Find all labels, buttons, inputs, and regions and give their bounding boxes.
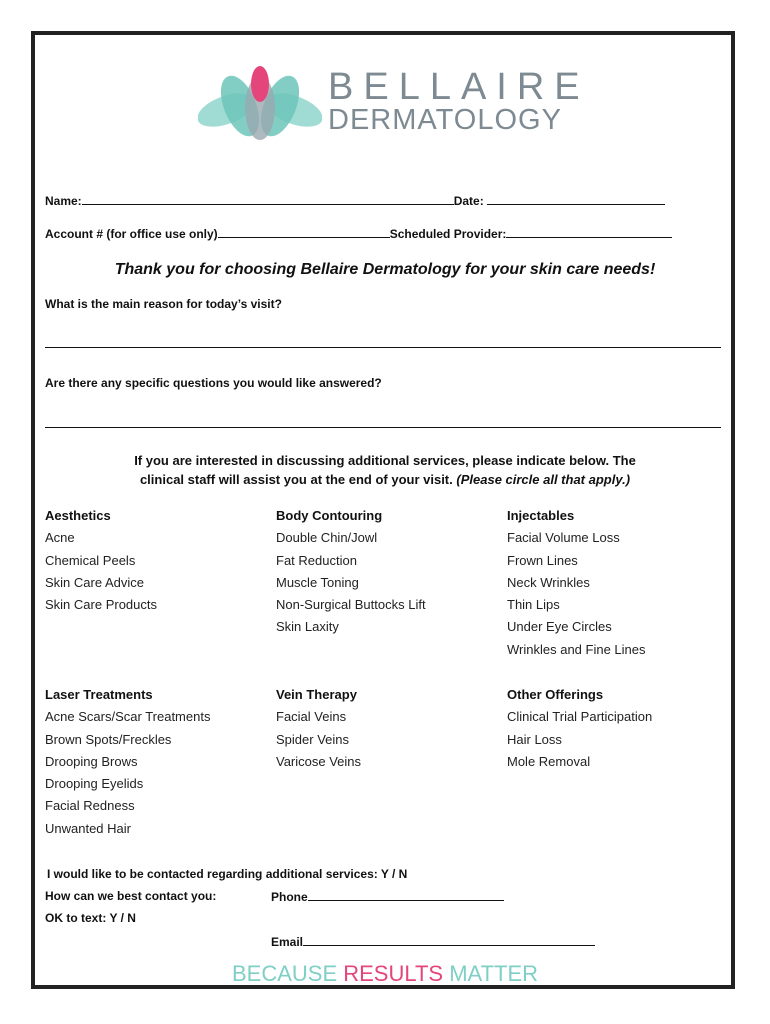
- tagline: [0, 961, 770, 987]
- service-item[interactable]: Clinical Trial Participation: [507, 709, 653, 725]
- injectables-column: [507, 505, 646, 661]
- instructions-line2-row: [0, 472, 770, 487]
- injectables-title: Injectables: [507, 508, 575, 523]
- body-contouring-column: [276, 505, 426, 639]
- provider-field[interactable]: [506, 226, 672, 238]
- aesthetics-title: Aesthetics: [45, 508, 111, 523]
- service-item[interactable]: Double Chin/Jowl: [276, 530, 378, 546]
- service-item[interactable]: Drooping Brows: [45, 753, 138, 769]
- service-item[interactable]: Mole Removal: [507, 753, 591, 769]
- service-item[interactable]: Hair Loss: [507, 731, 562, 747]
- instructions-line1: If you are interested in discussing additional services, please indicate below. The: [134, 453, 636, 468]
- other-title: Other Offerings: [507, 687, 604, 702]
- service-item[interactable]: Unwanted Hair: [45, 820, 131, 836]
- phone-field[interactable]: [308, 889, 504, 901]
- service-item[interactable]: Neck Wrinkles: [507, 574, 590, 590]
- other-column: [507, 684, 652, 773]
- service-item[interactable]: Spider Veins: [276, 731, 349, 747]
- laser-column: [45, 684, 210, 840]
- reason-question: What is the main reason for today’s visit?: [45, 297, 282, 311]
- service-item[interactable]: Brown Spots/Freckles: [45, 731, 172, 747]
- provider-label: Scheduled Provider:: [389, 227, 507, 241]
- service-item[interactable]: Under Eye Circles: [507, 619, 612, 635]
- phone-label: Phone: [271, 890, 308, 904]
- aesthetics-column: [45, 505, 157, 616]
- laser-title: Laser Treatments: [45, 687, 153, 702]
- service-item[interactable]: Thin Lips: [507, 597, 560, 613]
- service-item[interactable]: Skin Care Products: [45, 597, 157, 613]
- ok-text-label: OK to text: Y / N: [45, 911, 136, 925]
- phone-row: [271, 889, 504, 904]
- email-field[interactable]: [303, 934, 595, 946]
- best-contact-label: How can we best contact you:: [45, 889, 217, 903]
- body-contouring-title: Body Contouring: [276, 508, 383, 523]
- account-label: Account # (for office use only): [45, 227, 218, 241]
- service-item[interactable]: Fat Reduction: [276, 552, 357, 568]
- name-date-row: [45, 193, 665, 208]
- email-label: Email: [271, 935, 304, 949]
- email-row: [271, 934, 595, 949]
- service-item[interactable]: Drooping Eyelids: [45, 776, 144, 792]
- instructions-note: (Please circle all that apply.): [456, 472, 631, 487]
- service-item[interactable]: Acne Scars/Scar Treatments: [45, 709, 211, 725]
- name-field[interactable]: [82, 193, 454, 205]
- tagline-part2: RESULTS: [343, 961, 444, 986]
- account-provider-row: [45, 226, 672, 241]
- specific-question: Are there any specific questions you would like answered?: [45, 376, 382, 390]
- contact-question: I would like to be contacted regarding additional services: Y / N: [47, 867, 408, 881]
- service-item[interactable]: Facial Veins: [276, 709, 347, 725]
- date-field[interactable]: [487, 193, 665, 205]
- service-item[interactable]: Varicose Veins: [276, 753, 362, 769]
- tagline-part3: MATTER: [443, 961, 539, 986]
- lotus-logo-icon: [198, 64, 322, 144]
- service-item[interactable]: Muscle Toning: [276, 574, 359, 590]
- service-item[interactable]: Frown Lines: [507, 552, 578, 568]
- service-item[interactable]: Skin Laxity: [276, 619, 339, 635]
- service-item[interactable]: Non-Surgical Buttocks Lift: [276, 597, 426, 613]
- tagline-part1: BECAUSE: [231, 961, 344, 986]
- specific-answer-line[interactable]: [45, 427, 721, 428]
- headline: Thank you for choosing Bellaire Dermatology for your skin care needs!: [114, 261, 656, 278]
- reason-answer-line[interactable]: [45, 347, 721, 348]
- instructions-line2: clinical staff will assist you at the end of your visit.: [139, 472, 453, 487]
- service-item[interactable]: Wrinkles and Fine Lines: [507, 641, 646, 657]
- name-label: Name:: [45, 194, 82, 208]
- service-item[interactable]: Facial Volume Loss: [507, 530, 620, 546]
- date-label: Date:: [453, 194, 484, 208]
- service-item[interactable]: Chemical Peels: [45, 552, 136, 568]
- brand-name-line1: BELLAIRE: [328, 66, 590, 108]
- account-field[interactable]: [218, 226, 390, 238]
- vein-title: Vein Therapy: [276, 687, 357, 702]
- vein-column: [276, 684, 361, 773]
- service-item[interactable]: Skin Care Advice: [45, 574, 144, 590]
- service-item[interactable]: Facial Redness: [45, 798, 135, 814]
- brand-name-line2: DERMATOLOGY: [328, 104, 562, 136]
- service-item[interactable]: Acne: [45, 530, 75, 546]
